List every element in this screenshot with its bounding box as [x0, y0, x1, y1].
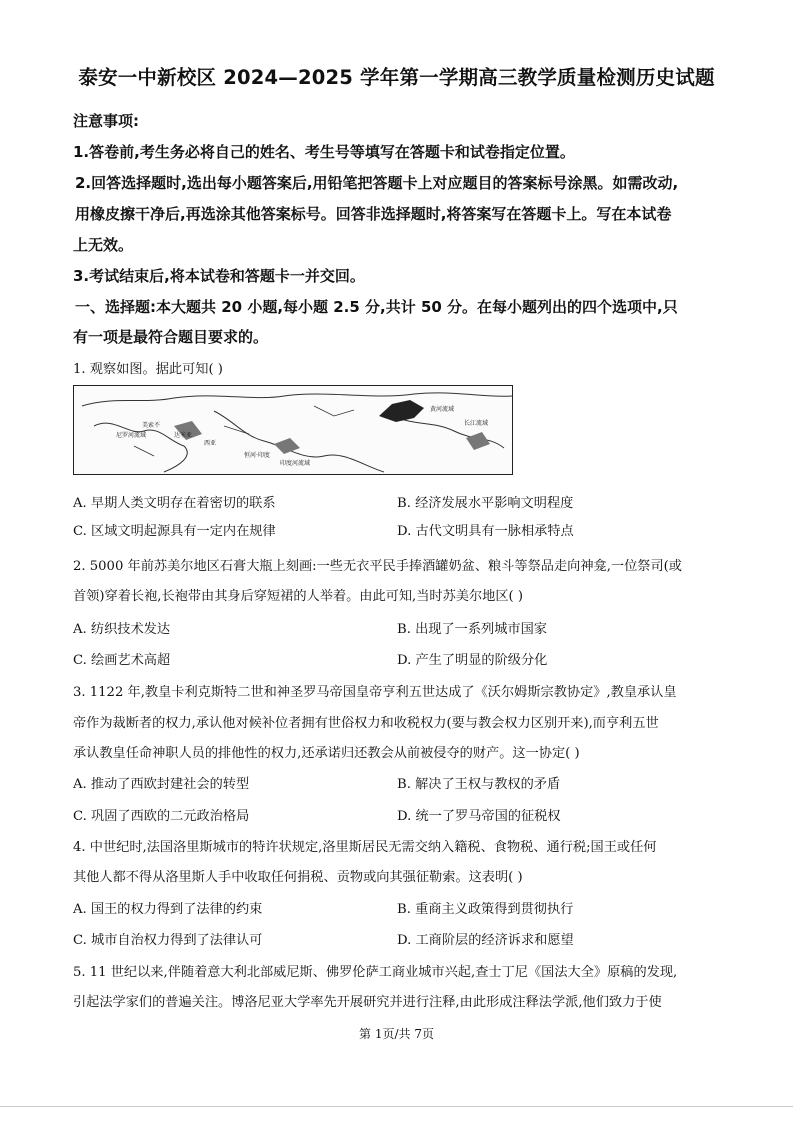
- question-3-option-a[interactable]: A. 推动了西欧封建社会的转型: [73, 777, 250, 792]
- section-heading: 一、选择题:本大题共 20 小题,每小题 2.5 分,共计 50 分。在每小题列出的四个选项中,只: [75, 298, 678, 316]
- question-3-option-d[interactable]: D. 统一了罗马帝国的征税权: [397, 809, 561, 824]
- notice-item-2-cont: 用橡皮擦干净后,再选涂其他答案标号。回答非选择题时,将答案写在答题卡上。写在本试卷: [75, 205, 672, 223]
- question-2-option-a[interactable]: A. 纺织技术发达: [73, 622, 171, 637]
- page-number: 第 1页/共 7页: [359, 1027, 434, 1041]
- question-4-stem-1: 4. 中世纪时,法国洛里斯城市的特许状规定,洛里斯居民无需交纳入籍税、食物税、通行税;国王或任何: [73, 840, 657, 855]
- question-2-stem-2: 首领)穿着长袍,长袍带由其身后穿短裙的人举着。由此可知,当时苏美尔地区( ): [73, 589, 524, 604]
- question-3-option-b[interactable]: B. 解决了王权与教权的矛盾: [397, 777, 561, 792]
- section-heading-cont: 有一项是最符合题目要求的。: [73, 328, 269, 346]
- page-title: 泰安一中新校区 2024—2025 学年第一学期高三教学质量检测历史试题: [78, 66, 715, 89]
- notice-item-2-end: 上无效。: [73, 236, 134, 254]
- question-4-option-b[interactable]: B. 重商主义政策得到贯彻执行: [397, 902, 574, 917]
- question-1-option-c[interactable]: C. 区域文明起源具有一定内在规律: [73, 524, 276, 539]
- question-2-option-d[interactable]: D. 产生了明显的阶级分化: [397, 653, 548, 668]
- question-4-option-a[interactable]: A. 国王的权力得到了法律的约束: [73, 902, 263, 917]
- question-3-stem-2: 帝作为裁断者的权力,承认他对候补位者拥有世俗权力和收税权力(要与教会权力区别开来),而亨利五世: [73, 716, 659, 731]
- map-label-2: 尼罗河流域: [116, 432, 147, 439]
- question-1-option-d[interactable]: D. 古代文明具有一脉相承特点: [397, 524, 574, 539]
- map-label-5: 黄河流域: [430, 406, 455, 413]
- map-label-7: 恒河·印度: [244, 452, 270, 459]
- notice-item-3: 3.考试结束后,将本试卷和答题卡一并交回。: [73, 267, 365, 285]
- question-3-stem-1: 3. 1122 年,教皇卡利克斯特二世和神圣罗马帝国皇帝亨利五世达成了《沃尔姆斯宗教协定》,教皇承认皇: [73, 685, 677, 700]
- question-1-stem: 1. 观察如图。据此可知( ): [73, 362, 223, 377]
- notice-item-1: 1.答卷前,考生务必将自己的姓名、考生号等填写在答题卡和试卷指定位置。: [73, 143, 575, 161]
- page-bottom-rule: [0, 1106, 793, 1107]
- question-5-stem-1: 5. 11 世纪以来,伴随着意大利北部威尼斯、佛罗伦萨工商业城市兴起,查士丁尼《国法大全》原稿的发现,: [73, 965, 678, 980]
- map-label-6: 长江流域: [464, 420, 489, 427]
- question-2-stem-1: 2. 5000 年前苏美尔地区石膏大瓶上刻画:一些无衣平民手捧酒罐奶盆、粮斗等祭品走向神龛,一位祭司(或: [73, 559, 682, 574]
- notice-item-2: 2.回答选择题时,选出每小题答案后,用铅笔把答题卡上对应题目的答案标号涂黑。如需改动,: [75, 174, 679, 192]
- map-label-1: 美索不: [142, 422, 161, 429]
- map-label-8: 印度河流域: [280, 460, 311, 467]
- question-4-option-c[interactable]: C. 城市自治权力得到了法律认可: [73, 933, 263, 948]
- question-1-option-a[interactable]: A. 早期人类文明存在着密切的联系: [73, 496, 276, 511]
- map-label-3: 达米亚: [174, 432, 193, 439]
- question-2-option-b[interactable]: B. 出现了一系列城市国家: [397, 622, 547, 637]
- question-1-option-b[interactable]: B. 经济发展水平影响文明程度: [397, 496, 574, 511]
- question-2-option-c[interactable]: C. 绘画艺术高超: [73, 653, 171, 668]
- question-3-option-c[interactable]: C. 巩固了西欧的二元政治格局: [73, 809, 250, 824]
- civilization-map: [73, 385, 513, 475]
- question-3-stem-3: 承认教皇任命神职人员的排他性的权力,还承诺归还教会从前被侵夺的财产。这一协定( ): [73, 746, 580, 761]
- notice-heading: 注意事项:: [73, 112, 139, 130]
- question-4-option-d[interactable]: D. 工商阶层的经济诉求和愿望: [397, 933, 574, 948]
- map-label-4: 西亚: [204, 440, 217, 447]
- question-5-stem-2: 引起法学家们的普遍关注。博洛尼亚大学率先开展研究并进行注释,由此形成注释法学派,他们致力于使: [73, 995, 662, 1010]
- question-4-stem-2: 其他人都不得从洛里斯人手中收取任何捐税、贡物或向其强征勒索。这表明( ): [73, 870, 523, 885]
